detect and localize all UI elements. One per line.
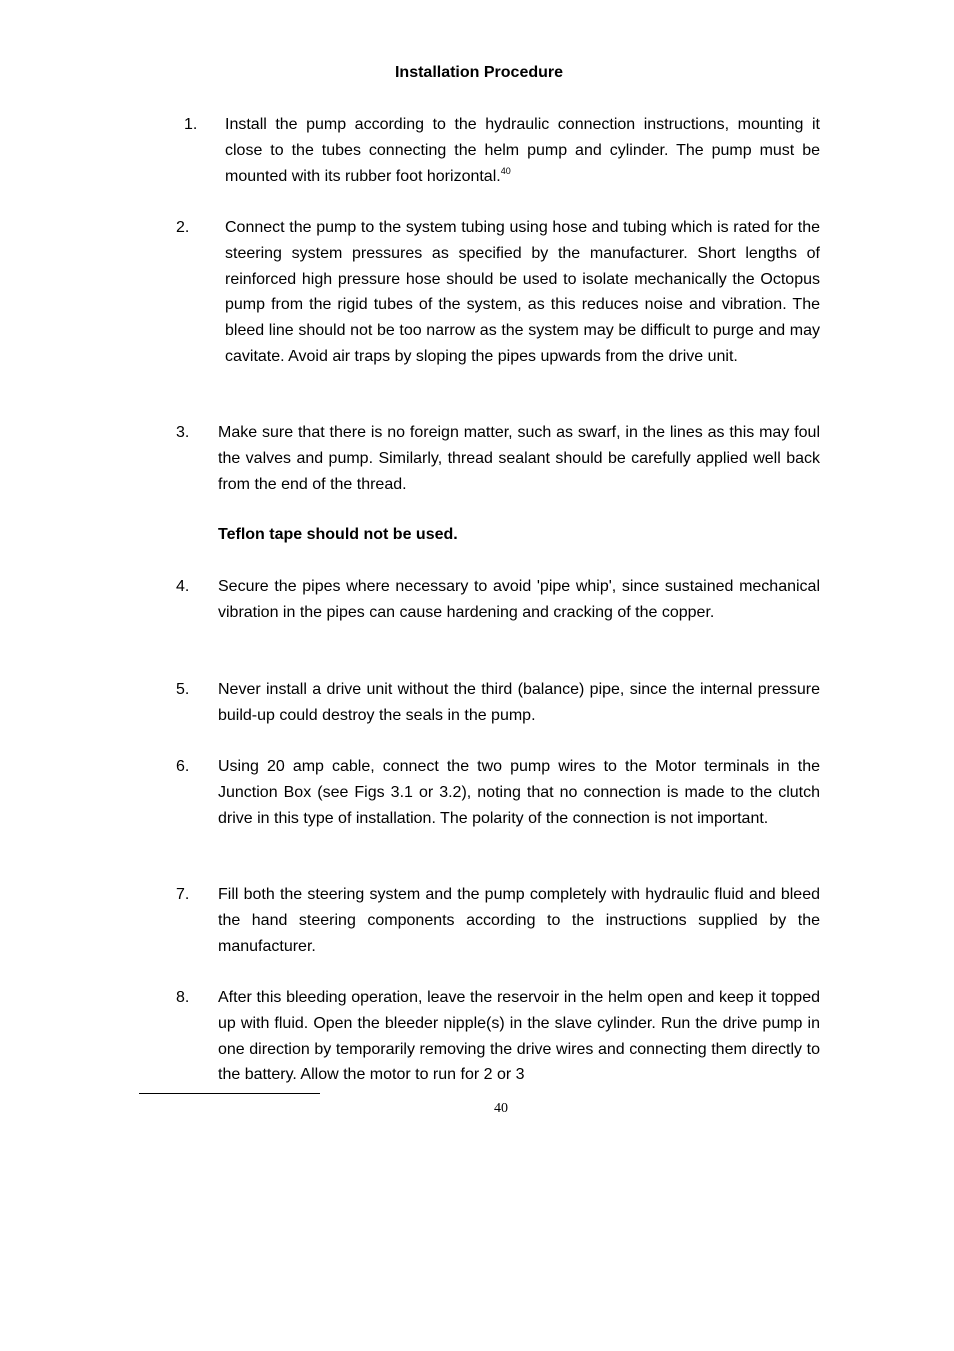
step-number: 2.	[176, 219, 190, 236]
footnote-marker: 40	[500, 165, 511, 176]
step-number: 3.	[176, 424, 190, 441]
list-item	[176, 574, 820, 652]
page-title: Installation Procedure	[394, 64, 564, 81]
footnote-separator	[139, 1093, 320, 1094]
step-text: Using 20 amp cable, connect the two pump wires to the Motor terminals in the Junction Box (see Figs 3.1 or 3.2), noting that no connection is made to the clutch drive in this type of installation. The polarity of the connection is not important.	[218, 758, 820, 827]
step-text: Never install a drive unit without the third (balance) pipe, since the internal pressure build-up could destroy the seals in the pump.	[218, 681, 820, 724]
step-text: Make sure that there is no foreign matter, such as swarf, in the lines as this may foul the valves and pump. Similarly, thread sealant should be carefully applied well back from the end of the thread.	[218, 424, 820, 493]
step-number: 7.	[176, 886, 190, 903]
list-item	[176, 677, 820, 729]
list-item	[176, 215, 820, 396]
list-item	[176, 420, 820, 498]
step-text: Connect the pump to the system tubing using hose and tubing which is rated for the steering system pressures as specified by the manufacturer. Short lengths of reinforced high pressure hose should be used to isolate mechanically the Octopus pump from the rigid tubes of the system, as this reduces noise and vibration. The bleed line should not be too narrow as the system may be difficult to purge and may cavitate. Avoid air traps by sloping the pipes upwards from the drive unit.	[225, 219, 820, 365]
step-number: 4.	[176, 578, 190, 595]
step-text: Fill both the steering system and the pump completely with hydraulic fluid and bleed the hand steering components according to the instructions supplied by the manufacturer.	[218, 886, 820, 955]
step-number: 5.	[176, 681, 190, 698]
list-item	[176, 754, 820, 858]
list-item	[176, 882, 820, 960]
list-item	[184, 112, 820, 190]
step-text: Install the pump according to the hydraulic connection instructions, mounting it close to the tubes connecting the helm pump and cylinder. The pump must be mounted with its rubber foot horizontal.$^{40}$	[225, 116, 820, 185]
step-text: Secure the pipes where necessary to avoid 'pipe whip', since sustained mechanical vibration in the pipes can cause hardening and cracking of the copper.	[218, 578, 820, 621]
list-item	[176, 985, 820, 1089]
step-text: After this bleeding operation, leave the reservoir in the helm open and keep it topped up with fluid. Open the bleeder nipple(s) in the slave cylinder. Run the drive pump in one direction by temporarily removing the drive wires and connecting them directly to the battery. Allow the motor to run for 2 or 3	[218, 989, 820, 1084]
warning-note: Teflon tape should not be used.	[218, 526, 458, 543]
step-number: 1.	[184, 116, 198, 133]
step-number: 6.	[176, 758, 190, 775]
page-number: 40	[494, 1101, 508, 1116]
step-number: 8.	[176, 989, 190, 1006]
